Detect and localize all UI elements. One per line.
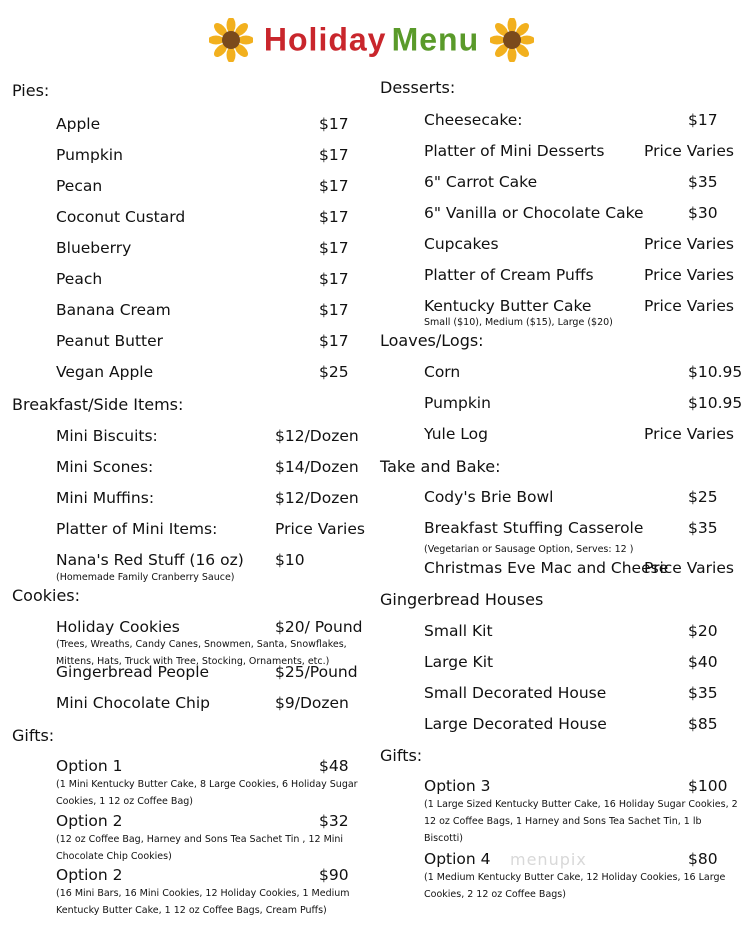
menu-item-note: (1 Large Sized Kentucky Butter Cake, 16 Holiday Sugar Cookies, 2 12 oz Coffee Bags, 1 Harney and Sons Tea Sachet Tin, 1 lb Biscotti): [424, 799, 738, 844]
menu-item-price: $17: [319, 146, 349, 164]
menu-item-name: Nana's Red Stuff (16 oz): [56, 551, 244, 569]
menu-item-name: Large Decorated House: [424, 715, 607, 733]
menu-item-price: $10.95: [688, 394, 743, 412]
menu-item-price: $90: [319, 866, 349, 884]
section-heading-breakfast: Breakfast/Side Items:: [12, 395, 184, 414]
menu-item-name: Holiday Cookies: [56, 618, 180, 636]
section-heading-gifts: Gifts:: [12, 726, 55, 745]
menu-item-price: $9/Dozen: [275, 694, 349, 712]
menu-item-name: Blueberry: [56, 239, 132, 257]
title-word-menu: Menu: [391, 21, 480, 58]
section-heading-cookies: Cookies:: [12, 586, 81, 605]
menu-item-note: (Homemade Family Cranberry Sauce): [56, 572, 235, 583]
menu-item-name: Gingerbread People: [56, 663, 210, 681]
menu-item-name: Christmas Eve Mac and Cheese: [424, 559, 669, 577]
menu-item-name: Small Kit: [424, 622, 493, 640]
menu-item-name: 6" Carrot Cake: [424, 173, 538, 191]
menu-item-name: Yule Log: [424, 425, 488, 443]
menu-item-price: $12/Dozen: [275, 489, 359, 507]
menu-item-price: $17: [319, 270, 349, 288]
sunflower-icon: [209, 18, 253, 62]
menu-title: [0, 18, 743, 62]
menu-item-name: Mini Scones:: [56, 458, 154, 476]
menu-item-price: $10: [275, 551, 305, 569]
menu-item-name: Platter of Cream Puffs: [424, 266, 594, 284]
menu-item-name: Option 2: [56, 812, 123, 830]
menu-item-price: $17: [319, 177, 349, 195]
menu-item-name: Option 1: [56, 757, 123, 775]
watermark: menupix: [510, 850, 587, 869]
section-heading-desserts: Desserts:: [380, 78, 456, 97]
menu-item-price: $100: [688, 777, 728, 795]
menu-item-price: Price Varies: [275, 520, 365, 538]
menu-item-name: Platter of Mini Desserts: [424, 142, 605, 160]
menu-item-name: Breakfast Stuffing Casserole: [424, 519, 644, 537]
menu-item-price: Price Varies: [644, 266, 734, 284]
menu-item-price: Price Varies: [644, 142, 734, 160]
menu-item-name: Apple: [56, 115, 101, 133]
menu-item-price: $17: [319, 115, 349, 133]
menu-item-price: $17: [319, 301, 349, 319]
menu-item-name: Peach: [56, 270, 103, 288]
menu-item-name: Platter of Mini Items:: [56, 520, 218, 538]
menu-item-name: Vegan Apple: [56, 363, 154, 381]
menu-item-price: $17: [319, 239, 349, 257]
menu-item-note: (Trees, Wreaths, Candy Canes, Snowmen, Santa, Snowflakes, Mittens, Hats, Truck with Tree, Stocking, Ornaments, etc.): [56, 639, 347, 667]
title-word-holiday: Holiday: [263, 21, 387, 58]
menu-item-name: Pumpkin: [424, 394, 491, 412]
menu-item-name: Option 2: [56, 866, 123, 884]
menu-item-name: Option 4: [424, 850, 491, 868]
menu-item-name: Kentucky Butter Cake: [424, 297, 592, 315]
menu-item-name: Cheesecake:: [424, 111, 523, 129]
menu-item-price: $10.95: [688, 363, 743, 381]
menu-item-price: $17: [688, 111, 718, 129]
menu-item-price: $35: [688, 519, 718, 537]
menu-item-price: $30: [688, 204, 718, 222]
section-heading-pies: Pies:: [12, 81, 50, 100]
menu-item-note: (16 Mini Bars, 16 Mini Cookies, 12 Holiday Cookies, 1 Medium Kentucky Butter Cake, 1 12 oz Coffee Bags, Cream Puffs): [56, 888, 350, 916]
menu-item-price: $85: [688, 715, 718, 733]
menu-item-price: $25/Pound: [275, 663, 358, 681]
menu-item-name: Option 3: [424, 777, 491, 795]
menu-item-note: (1 Medium Kentucky Butter Cake, 12 Holiday Cookies, 16 Large Cookies, 2 12 oz Coffee Bags): [424, 872, 726, 900]
menu-item-price: $14/Dozen: [275, 458, 359, 476]
menu-item-name: Small Decorated House: [424, 684, 607, 702]
sunflower-icon: [490, 18, 534, 62]
menu-item-name: Coconut Custard: [56, 208, 186, 226]
menu-item-name: Cupcakes: [424, 235, 499, 253]
menu-item-price: Price Varies: [644, 235, 734, 253]
menu-item-name: Mini Biscuits:: [56, 427, 158, 445]
menu-item-note: (Vegetarian or Sausage Option, Serves: 12 ): [424, 544, 634, 555]
menu-item-price: $20/ Pound: [275, 618, 363, 636]
menu-item-price: $35: [688, 173, 718, 191]
menu-item-price: Price Varies: [644, 297, 734, 315]
menu-item-price: $17: [319, 208, 349, 226]
section-heading-gifts: Gifts:: [380, 746, 423, 765]
menu-item-price: $48: [319, 757, 349, 775]
menu-item-name: Pumpkin: [56, 146, 123, 164]
menu-item-price: $80: [688, 850, 718, 868]
menu-item-price: $32: [319, 812, 349, 830]
menu-item-name: Large Kit: [424, 653, 494, 671]
menu-item-price: $35: [688, 684, 718, 702]
menu-item-name: Cody's Brie Bowl: [424, 488, 554, 506]
menu-item-price: $17: [319, 332, 349, 350]
menu-item-price: $25: [688, 488, 718, 506]
menu-item-name: Banana Cream: [56, 301, 171, 319]
section-heading-gingerbread-houses: Gingerbread Houses: [380, 590, 544, 609]
section-heading-take-and-bake: Take and Bake:: [380, 457, 501, 476]
menu-item-note: (1 Mini Kentucky Butter Cake, 8 Large Cookies, 6 Holiday Sugar Cookies, 1 12 oz Coffee Bag): [56, 779, 358, 807]
menu-item-name: Pecan: [56, 177, 103, 195]
menu-item-name: Corn: [424, 363, 461, 381]
menu-item-price: Price Varies: [644, 425, 734, 443]
menu-item-price: $25: [319, 363, 349, 381]
section-heading-loaves: Loaves/Logs:: [380, 331, 484, 350]
menu-item-name: Mini Chocolate Chip: [56, 694, 211, 712]
menu-item-price: Price Varies: [644, 559, 734, 577]
menu-item-price: $12/Dozen: [275, 427, 359, 445]
menu-item-price: $20: [688, 622, 718, 640]
menu-item-price: $40: [688, 653, 718, 671]
menu-item-note: Small ($10), Medium ($15), Large ($20): [424, 317, 613, 328]
menu-item-name: 6" Vanilla or Chocolate Cake: [424, 204, 644, 222]
menu-item-name: Mini Muffins:: [56, 489, 155, 507]
menu-item-name: Peanut Butter: [56, 332, 164, 350]
menu-item-note: (12 oz Coffee Bag, Harney and Sons Tea Sachet Tin , 12 Mini Chocolate Chip Cookies): [56, 834, 344, 862]
